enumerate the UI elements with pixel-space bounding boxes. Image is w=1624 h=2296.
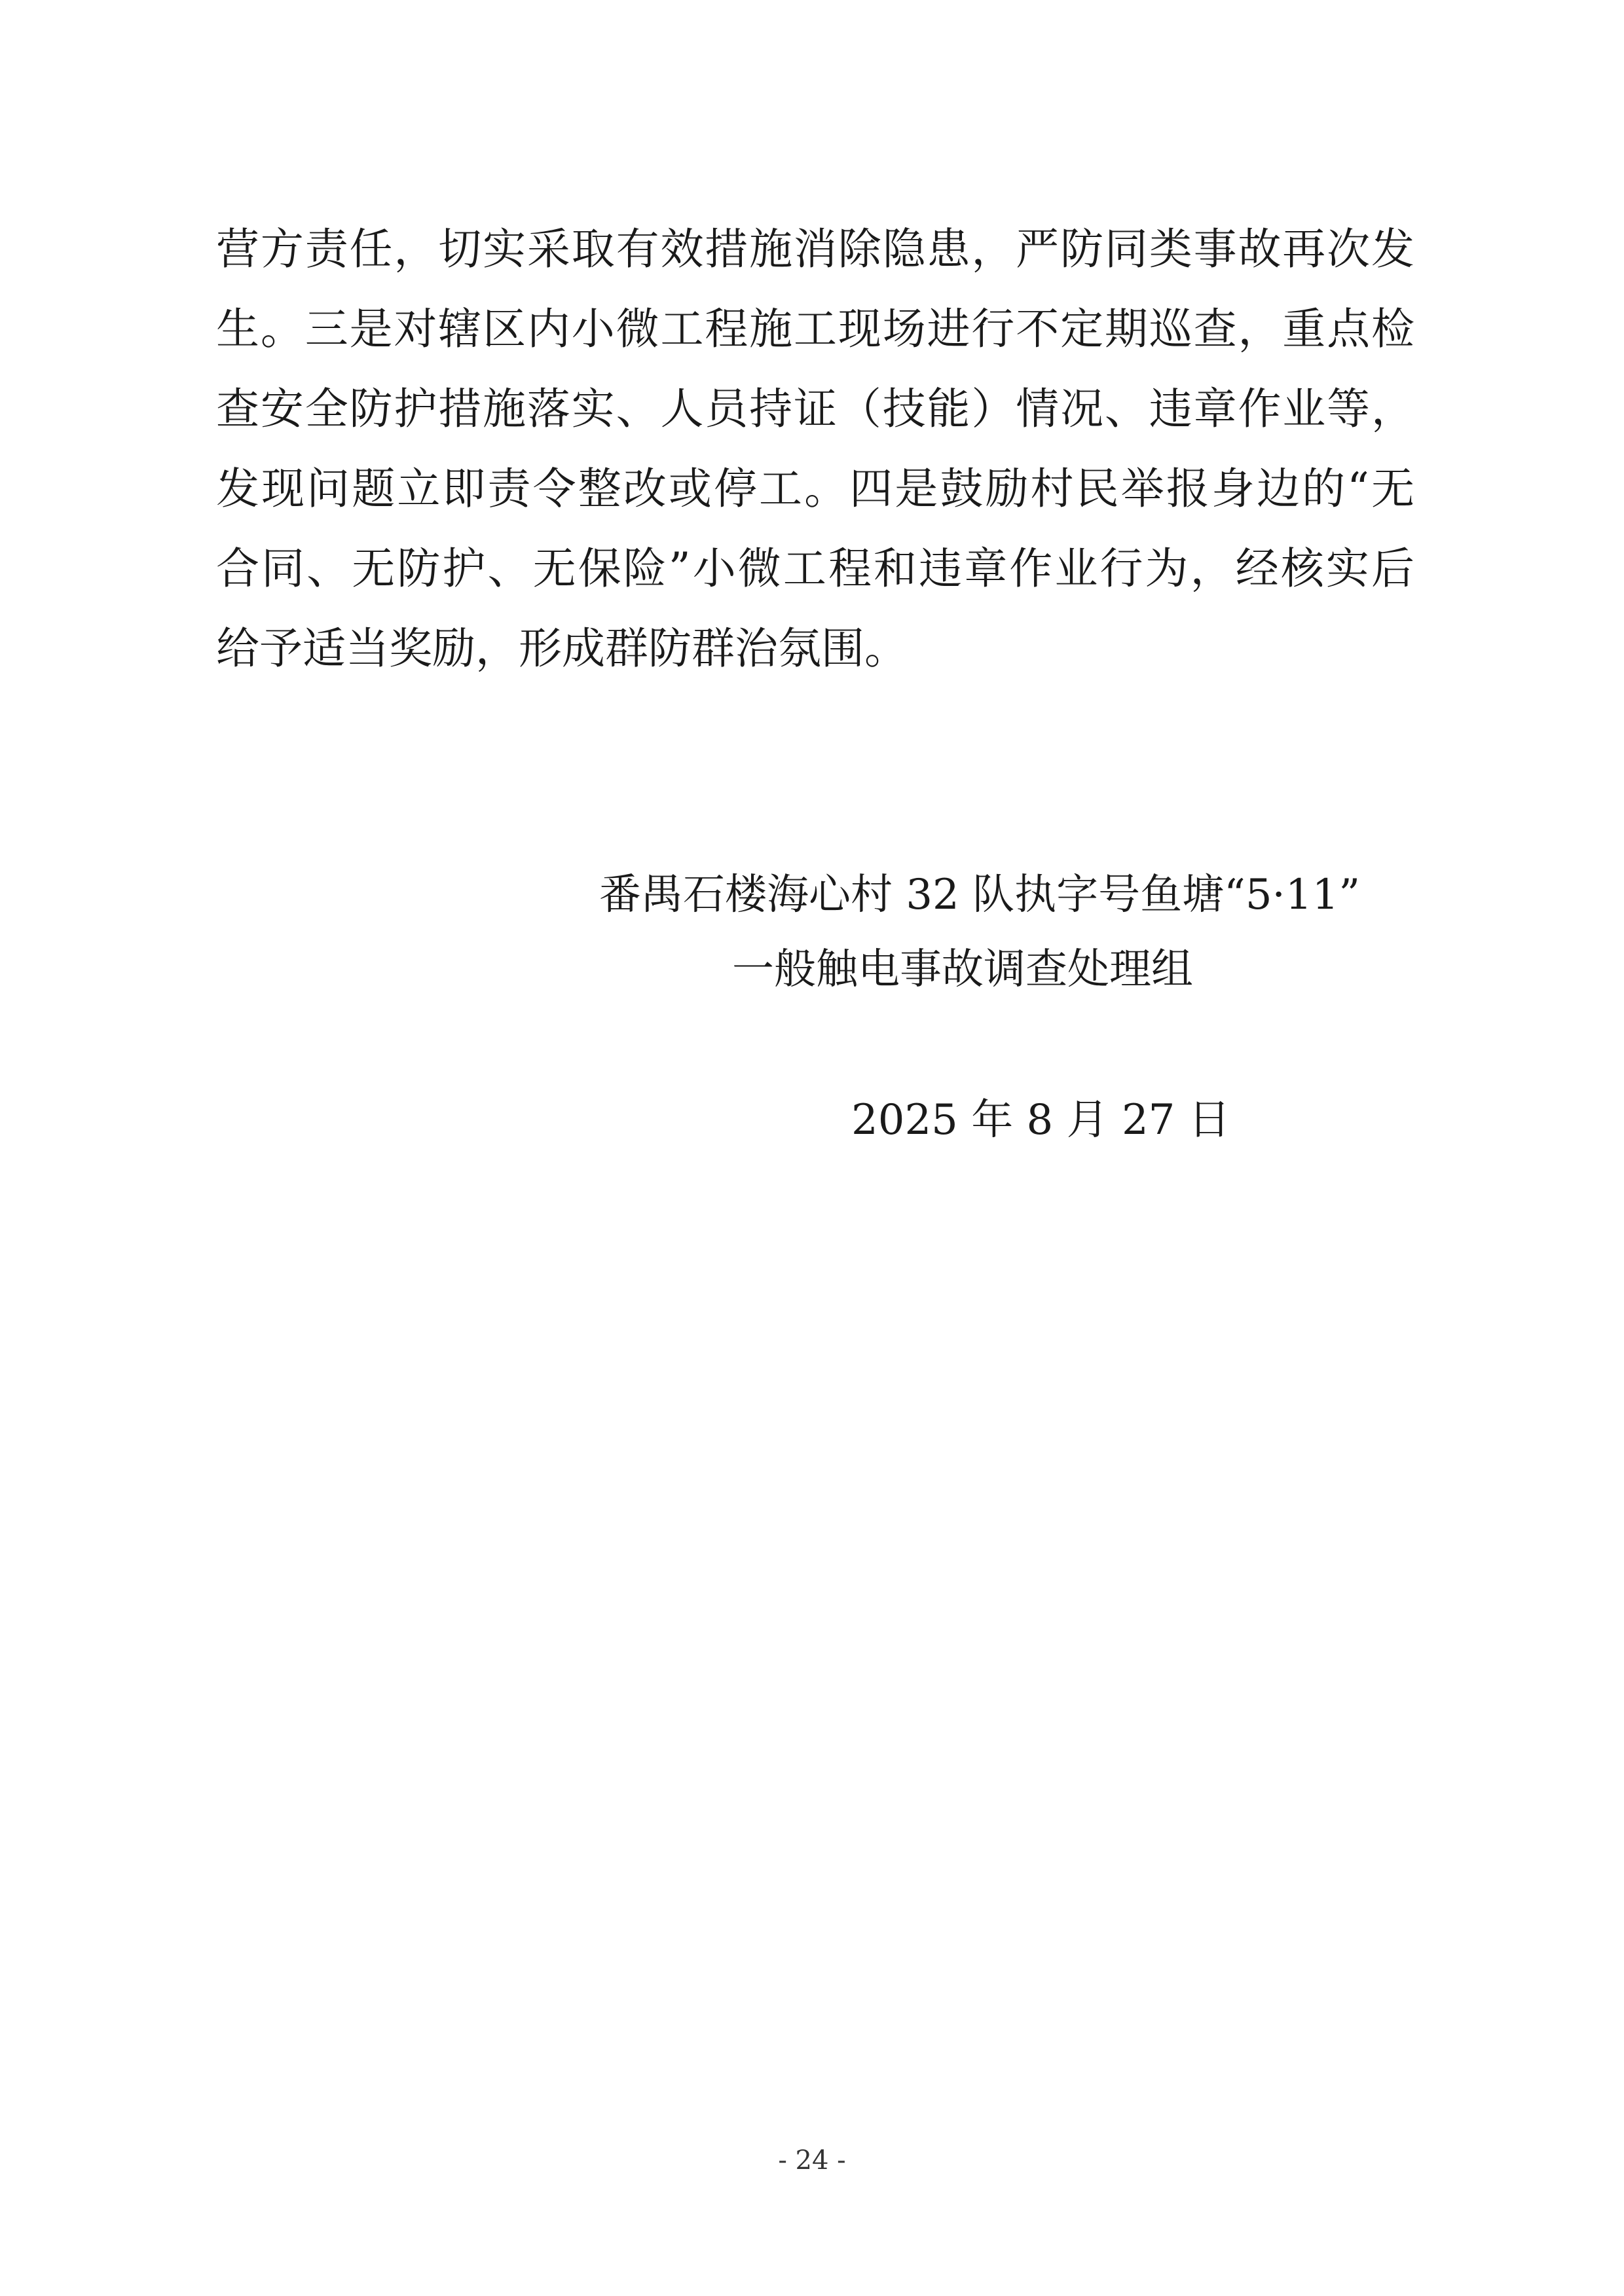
- signature-organization-line-1: 番禺石楼海心村 32 队执字号鱼塘“5·11”: [599, 871, 1361, 919]
- signature-organization-line-2: 一般触电事故调查处理组: [732, 945, 1193, 994]
- signature-date: 2025 年 8 月 27 日: [851, 1096, 1230, 1144]
- body-line-3: 查安全防护措施落实、人员持证（技能）情况、违章作业等，: [216, 384, 1414, 434]
- body-paragraph: [216, 210, 1414, 689]
- body-line-1: 营方责任，切实采取有效措施消除隐患，严防同类事故再次发: [216, 224, 1414, 274]
- body-line-4: 发现问题立即责令整改或停工。四是鼓励村民举报身边的“无: [216, 464, 1414, 514]
- body-line-5: 合同、无防护、无保险”小微工程和违章作业行为，经核实后: [216, 543, 1414, 594]
- body-line-2: 生。三是对辖区内小微工程施工现场进行不定期巡查，重点检: [216, 304, 1414, 354]
- body-line-6: 给予适当奖励，形成群防群治氛围。: [216, 623, 908, 674]
- page-number: - 24 -: [778, 2145, 846, 2176]
